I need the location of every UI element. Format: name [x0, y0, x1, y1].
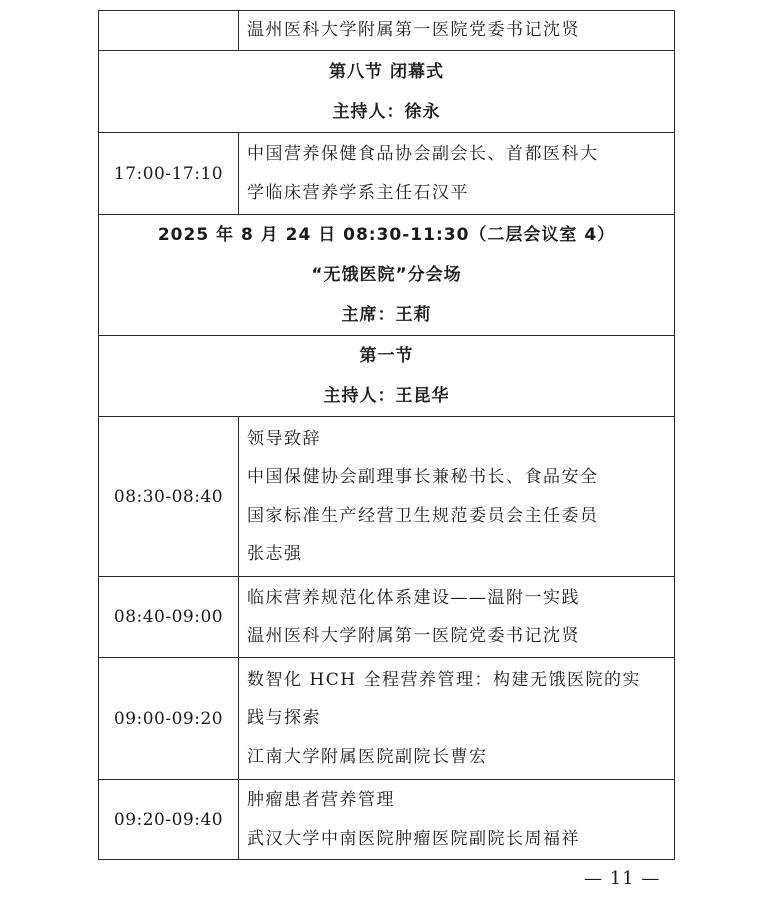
time-cell: 08:30-08:40 [99, 417, 239, 577]
content-cell [239, 658, 675, 780]
content-line: 武汉大学中南医院肿瘤医院副院长周福祥 [247, 828, 580, 849]
schedule-table [98, 10, 675, 860]
time-cell: 09:20-09:40 [99, 780, 239, 860]
section-header-row [99, 51, 675, 133]
page-number: — 11 — [584, 868, 661, 889]
table-row [99, 417, 675, 577]
section-header-row [99, 336, 675, 417]
content-cell [239, 417, 675, 577]
session-date: 2025 年 8 月 24 日 08:30-11:30（二层会议室 4） [157, 225, 616, 245]
content-line: 张志强 [247, 544, 303, 564]
section-title: 第八节 闭幕式 [329, 61, 444, 82]
content-line: 践与探索 [247, 708, 321, 729]
content-line: 温州医科大学附属第一医院党委书记沈贤 [247, 626, 580, 646]
time-cell: 08:40-09:00 [99, 577, 239, 658]
content-cell [239, 133, 675, 215]
section-header [99, 51, 675, 133]
session-header [99, 215, 675, 336]
section-host: 主持人：王昆华 [323, 386, 450, 406]
content-line: 温州医科大学附属第一医院党委书记沈贤 [247, 20, 580, 41]
content-line: 领导致辞 [247, 428, 321, 449]
section-header-row [99, 215, 675, 336]
section-host: 主持人：徐永 [332, 101, 441, 122]
table-row [99, 11, 675, 51]
table-row [99, 133, 675, 215]
section-header [99, 336, 675, 417]
table-row [99, 658, 675, 780]
content-cell [239, 11, 675, 51]
time-cell: 09:00-09:20 [99, 658, 239, 780]
content-cell [239, 780, 675, 860]
table-row [99, 577, 675, 658]
content-line: 肿瘤患者营养管理 [247, 790, 395, 810]
table-row [99, 780, 675, 860]
content-line: 国家标准生产经营卫生规范委员会主任委员 [247, 505, 599, 526]
content-cell [239, 577, 675, 658]
content-line: 数智化 HCH 全程营养管理：构建无饿医院的实 [247, 669, 641, 690]
content-line: 中国保健协会副理事长兼秘书长、食品安全 [247, 467, 599, 487]
content-line: 学临床营养学系主任石汉平 [247, 182, 469, 203]
section-title: 第一节 [359, 346, 414, 366]
content-line: 临床营养规范化体系建设——温附一实践 [247, 587, 580, 608]
time-cell: 17:00-17:10 [99, 133, 239, 215]
content-line: 中国营养保健食品协会副会长、首都医科大 [247, 144, 599, 164]
session-chair: 主席：王莉 [341, 305, 432, 325]
content-line: 江南大学附属医院副院长曹宏 [247, 746, 488, 767]
session-title: “无饿医院”分会场 [311, 265, 462, 285]
time-cell [99, 11, 239, 51]
